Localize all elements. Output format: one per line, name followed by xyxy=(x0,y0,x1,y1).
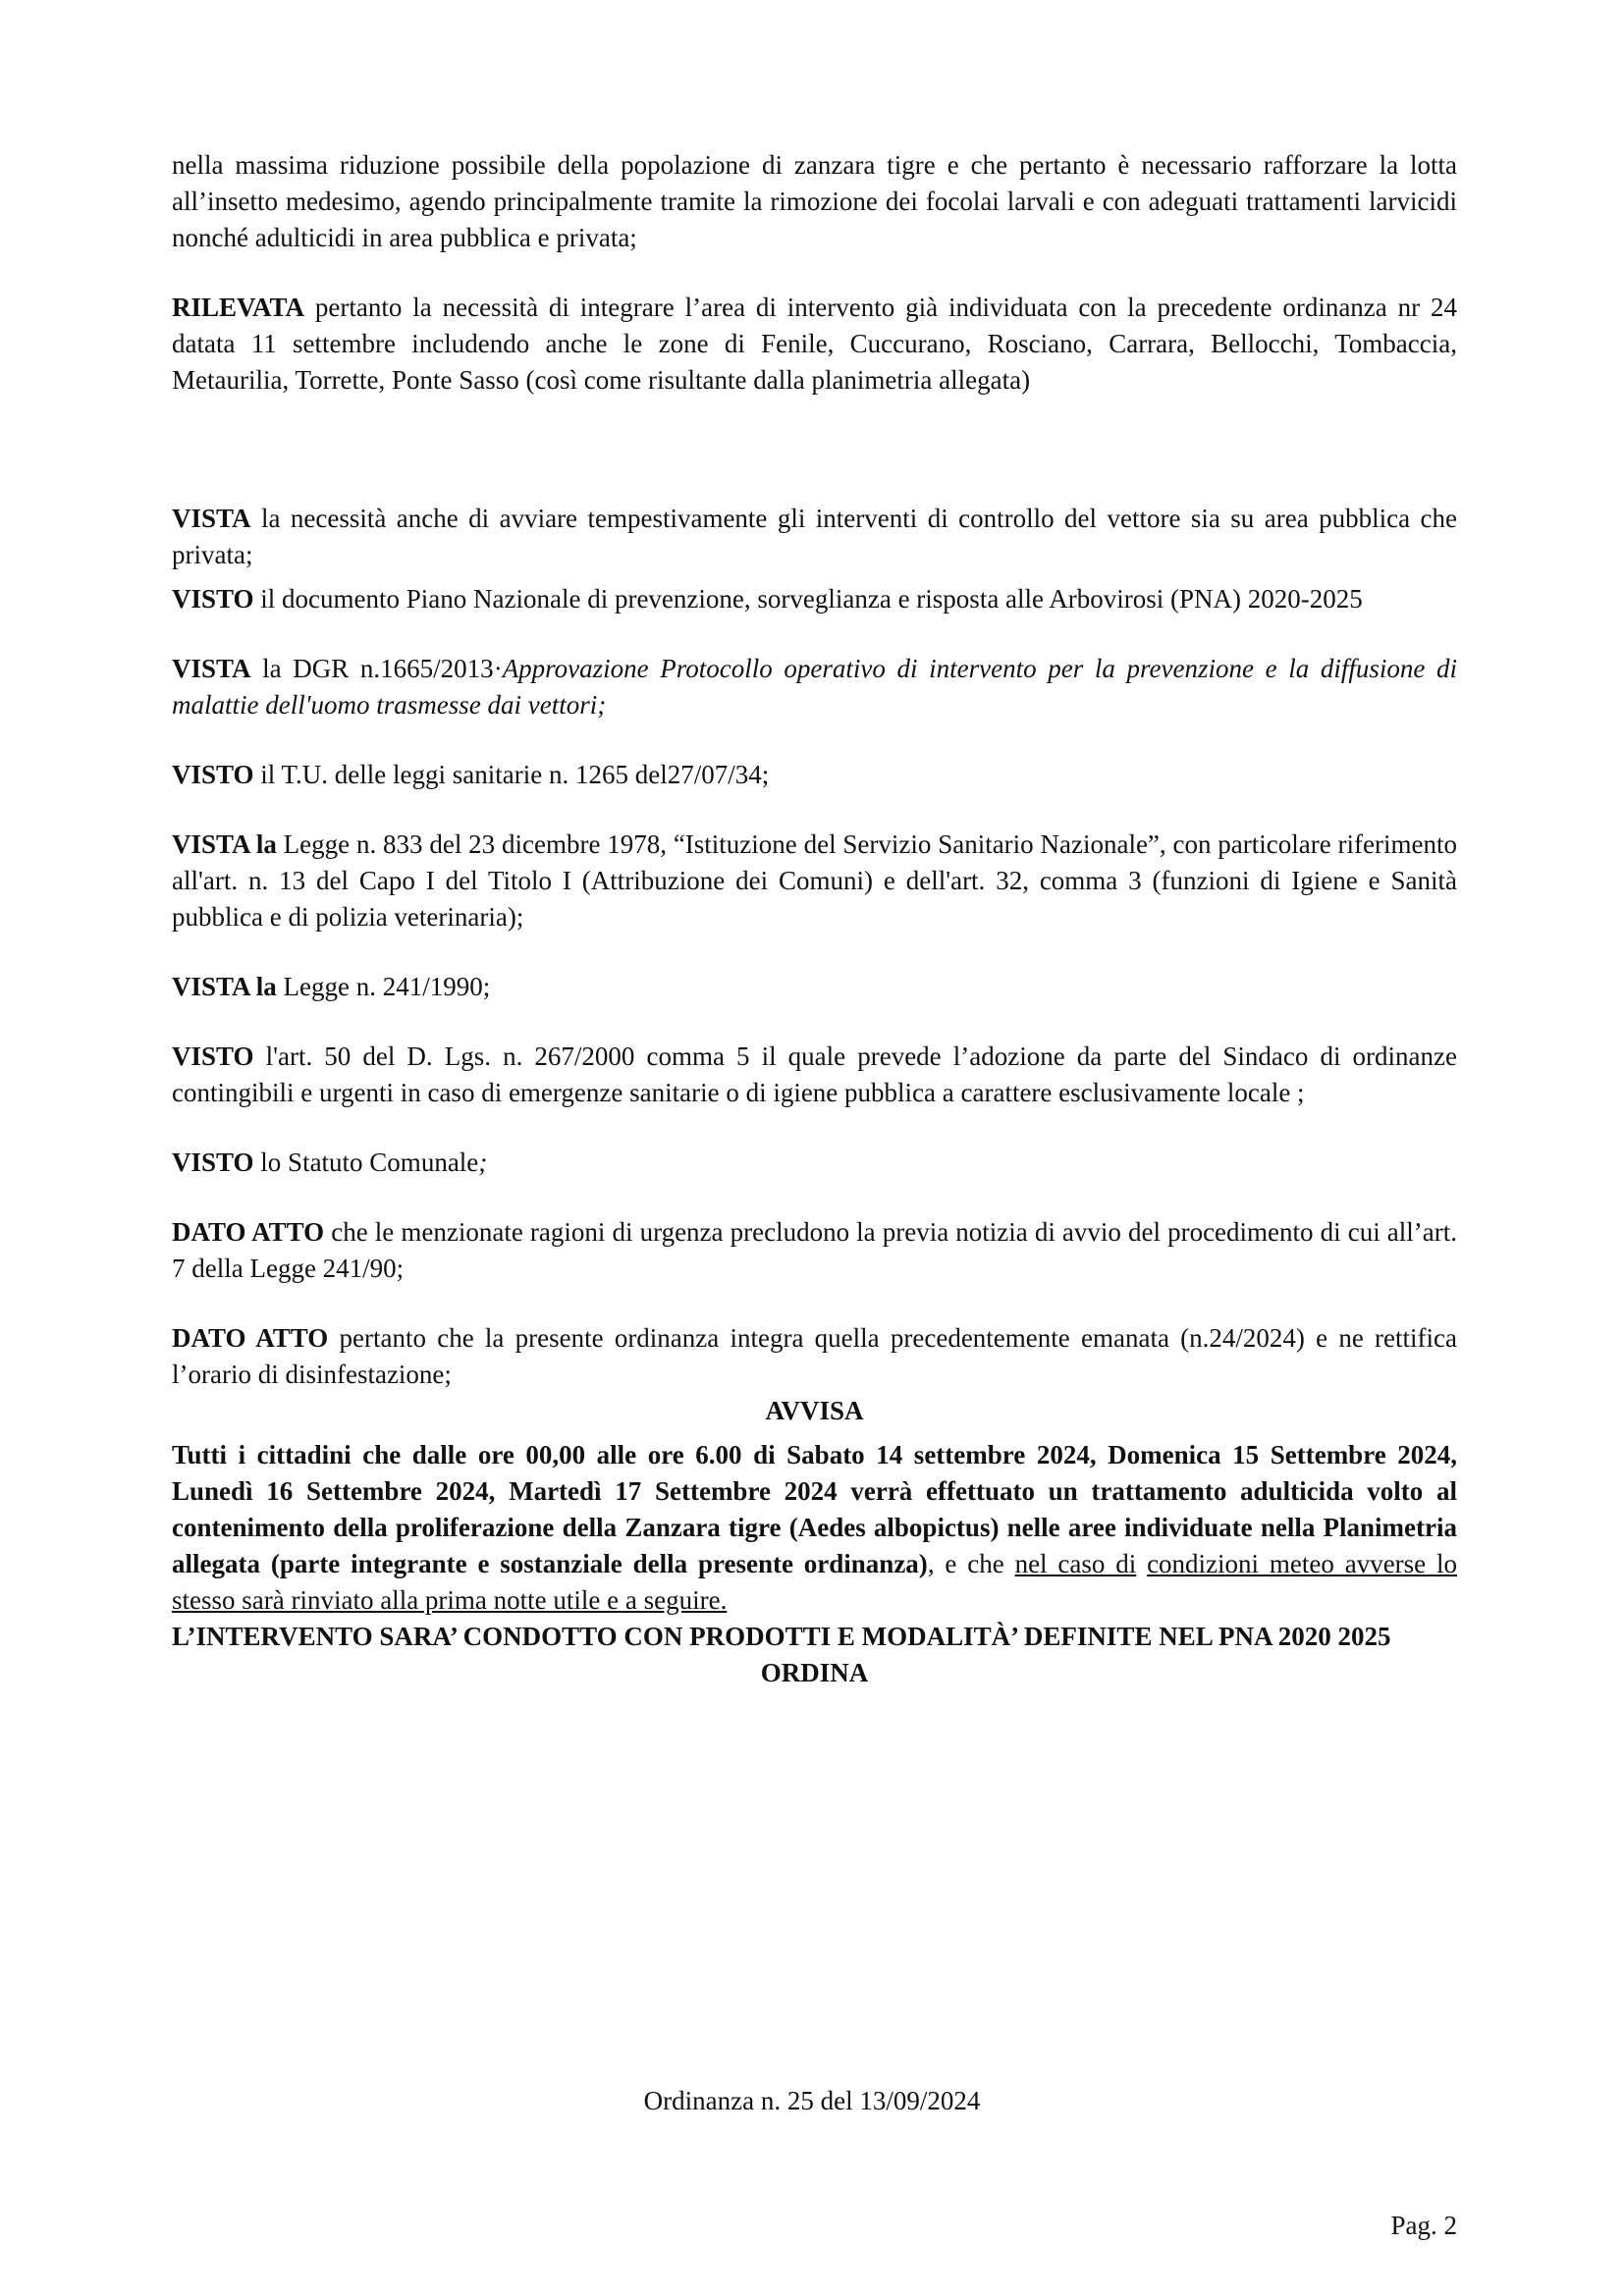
italic-visto-statuto: ; xyxy=(478,1148,488,1177)
lead-visto-pna: VISTO xyxy=(172,584,254,614)
lead-dato-atto-2: DATO ATTO xyxy=(172,1323,329,1353)
paragraph-rilevata xyxy=(172,290,1457,399)
paragraph-visto-pna xyxy=(172,581,1457,617)
text-vista-dgr: la DGR n.1665/2013 xyxy=(250,654,494,683)
text-dato-atto-1: che le menzionate ragioni di urgenza precludono la previa notizia di avvio del procedimento di cui all’art. 7 della Legge 241/90; xyxy=(172,1217,1457,1283)
lead-vista-241: VISTA la xyxy=(172,972,277,1001)
paragraph-vista-833 xyxy=(172,827,1457,935)
text-vista-241: Legge n. 241/1990; xyxy=(276,972,491,1001)
page-number: Pag. 2 xyxy=(1390,2211,1457,2240)
italic-vista-dgr: Approvazione Protocollo operativo di intervento per la prevenzione e la diffusione di malattie dell'uomo trasmesse dai vettori; xyxy=(172,654,1457,720)
text-visto-pna: il documento Piano Nazionale di prevenzione, sorveglianza e risposta alle Arbovirosi (PNA) 2020-2025 xyxy=(253,584,1363,614)
text-visto-art50: l'art. 50 del D. Lgs. n. 267/2000 comma 5 il quale prevede l’adozione da parte del Sindaco di ordinanze contingibili e urgenti in caso di emergenze sanitarie o di igiene pubblica a carattere esclusivamente locale ; xyxy=(172,1041,1457,1107)
paragraph-visto-art50 xyxy=(172,1039,1457,1111)
footer-ordinanza: Ordinanza n. 25 del 13/09/2024 xyxy=(643,2086,981,2115)
lead-vista: VISTA xyxy=(172,504,251,533)
paragraph-visto-statuto xyxy=(172,1145,1457,1181)
underline-avvisa-2: condizioni meteo avverse lo stesso sarà rinviato alla prima notte utile e a seguire. xyxy=(172,1549,1458,1615)
paragraph-dato-atto-1 xyxy=(172,1214,1457,1287)
text-avvisa-mid: , e che xyxy=(927,1549,1015,1578)
paragraph-vista-241 xyxy=(172,969,1457,1005)
underline-avvisa-1: nel caso di xyxy=(1014,1549,1137,1578)
paragraph-avvisa xyxy=(172,1437,1457,1619)
heading-avvisa: AVVISA xyxy=(765,1396,864,1425)
document-body xyxy=(172,147,1457,1691)
paragraph-vista-dgr xyxy=(172,651,1457,723)
text-dato-atto-2: pertanto che la presente ordinanza integra quella precedentemente emanata (n.24/2024) e ne rettifica l’orario di disinfestazione; xyxy=(172,1323,1457,1389)
separator-dot: · xyxy=(493,654,503,683)
lead-visto-statuto: VISTO xyxy=(172,1148,254,1177)
lead-vista-833: VISTA la xyxy=(172,829,277,859)
text-vista-833: Legge n. 833 del 23 dicembre 1978, “Istituzione del Servizio Sanitario Nazionale”, con particolare riferimento all'art. n. 13 del Capo I del Titolo I (Attribuzione dei Comuni) e dell'art. 32, comma 3 (funzioni di Igiene e Sanità pubblica e di polizia veterinaria); xyxy=(172,829,1457,932)
bold-avvisa: Tutti i cittadini che dalle ore 00,00 alle ore 6.00 di Sabato 14 settembre 2024, Domenica 15 Settembre 2024, Lunedì 16 Settembre 2024, Martedì 17 Settembre 2024 verrà effettuato un trattamento adulticida volto al contenimento della proliferazione della Zanzara tigre (Aedes albopictus) nelle aree individuate nella Planimetria allegata (parte integrante e sostanziale della presente ordinanza) xyxy=(172,1440,1457,1578)
lead-rilevata: RILEVATA xyxy=(172,293,305,322)
heading-ordina: ORDINA xyxy=(760,1658,869,1687)
heading-intervento: L’INTERVENTO SARA’ CONDOTTO CON PRODOTTI E MODALITÀ’ DEFINITE NEL PNA 2020 2025 xyxy=(172,1622,1391,1651)
text-visto-statuto: lo Statuto Comunale xyxy=(253,1148,479,1177)
paragraph-vista-necessita xyxy=(172,501,1457,573)
paragraph-dato-atto-2 xyxy=(172,1320,1457,1393)
text-vista: la necessità anche di avviare tempestivamente gli interventi di controllo del vettore sia su area pubblica che privata; xyxy=(172,504,1457,569)
space-avvisa xyxy=(1136,1549,1147,1578)
lead-vista-dgr: VISTA xyxy=(172,654,251,683)
lead-visto-tu: VISTO xyxy=(172,760,254,789)
lead-dato-atto-1: DATO ATTO xyxy=(172,1217,325,1247)
lead-visto-art50: VISTO xyxy=(172,1041,254,1071)
paragraph-intro: nella massima riduzione possibile della popolazione di zanzara tigre e che pertanto è necessario rafforzare la lotta all’insetto medesimo, agendo principalmente tramite la rimozione dei focolai larvali e con adeguati trattamenti larvicidi nonché adulticidi in area pubblica e privata; xyxy=(172,150,1457,252)
text-rilevata: pertanto la necessità di integrare l’area di intervento già individuata con la precedente ordinanza nr 24 datata 11 settembre includendo anche le zone di Fenile, Cuccurano, Rosciano, Carrara, Bellocchi, Tombaccia, Metaurilia, Torrette, Ponte Sasso (così come risultante dalla planimetria allegata) xyxy=(172,293,1457,395)
paragraph-visto-tu xyxy=(172,757,1457,793)
text-visto-tu: il T.U. delle leggi sanitarie n. 1265 del27/07/34; xyxy=(253,760,770,789)
